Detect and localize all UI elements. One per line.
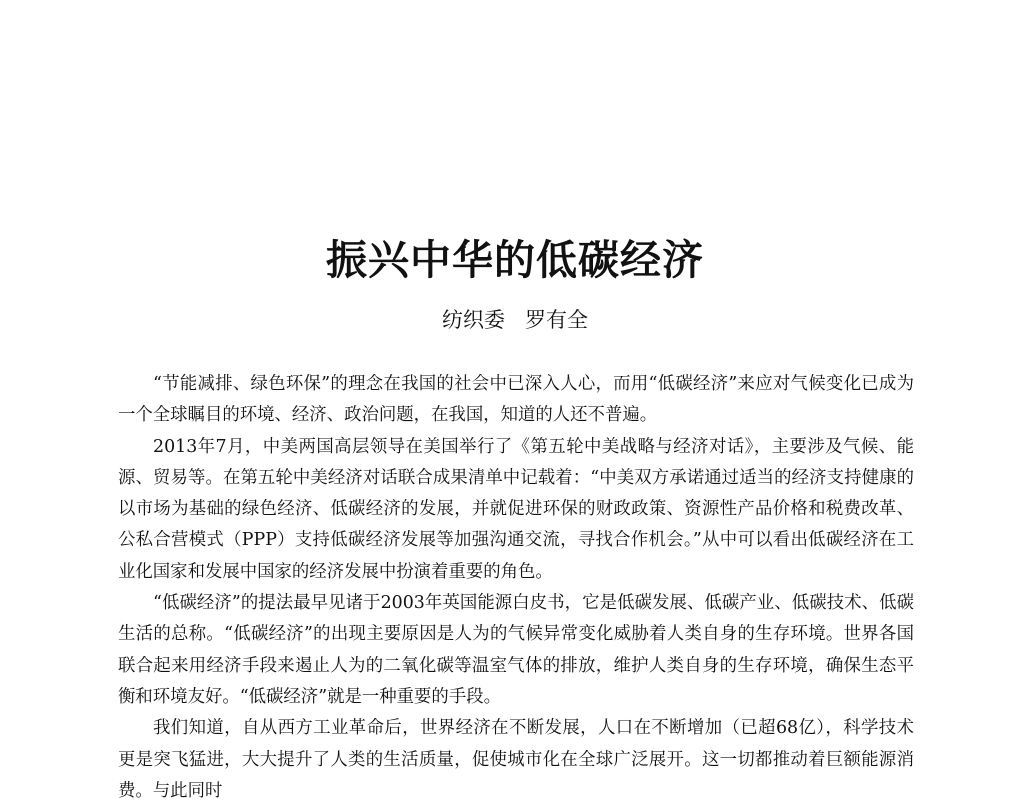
- paragraph: “节能减排、绿色环保”的理念在我国的社会中已深入人心，而用“低碳经济”来应对气候变化已成为一个全球瞩目的环境、经济、政治问题，在我国，知道的人还不普遍。: [118, 374, 914, 426]
- article-body: [118, 369, 914, 807]
- paragraph: 我们知道，自从西方工业革命后，世界经济在不断发展，人口在不断增加（已超68亿），科学技术更是突飞猛进，大大提升了人类的生活质量，促使城市化在全球广泛展开。这一切都推动着巨额能源消费。与此同时: [118, 718, 914, 801]
- paragraph: “低碳经济”的提法最早见诸于2003年英国能源白皮书，它是低碳发展、低碳产业、低碳技术、低碳生活的总称。“低碳经济”的出现主要原因是人为的气候异常变化威胁着人类自身的生存环境。世界各国联合起来用经济手段来遏止人为的二氧化碳等温室气体的排放，维护人类自身的生存环境，确保生态平衡和环境友好。“低碳经济”就是一种重要的手段。: [118, 593, 914, 707]
- article-byline: 纺织委 罗有全: [441, 308, 589, 332]
- paragraph: 2013年7月，中美两国高层领导在美国举行了《第五轮中美战略与经济对话》，主要涉及气候、能源、贸易等。在第五轮中美经济对话联合成果清单中记载着：“中美双方承诺通过适当的经济支持健康的以市场为基础的绿色经济、低碳经济的发展，并就促进环保的财政政策、资源性产品价格和税费改革、公私合营模式（PPP）支持低碳经济发展等加强沟通交流，寻找合作机会。”从中可以看出低碳经济在工业化国家和发展中国家的经济发展中扮演着重要的角色。: [118, 436, 914, 582]
- article-title: 振兴中华的低碳经济: [326, 236, 704, 284]
